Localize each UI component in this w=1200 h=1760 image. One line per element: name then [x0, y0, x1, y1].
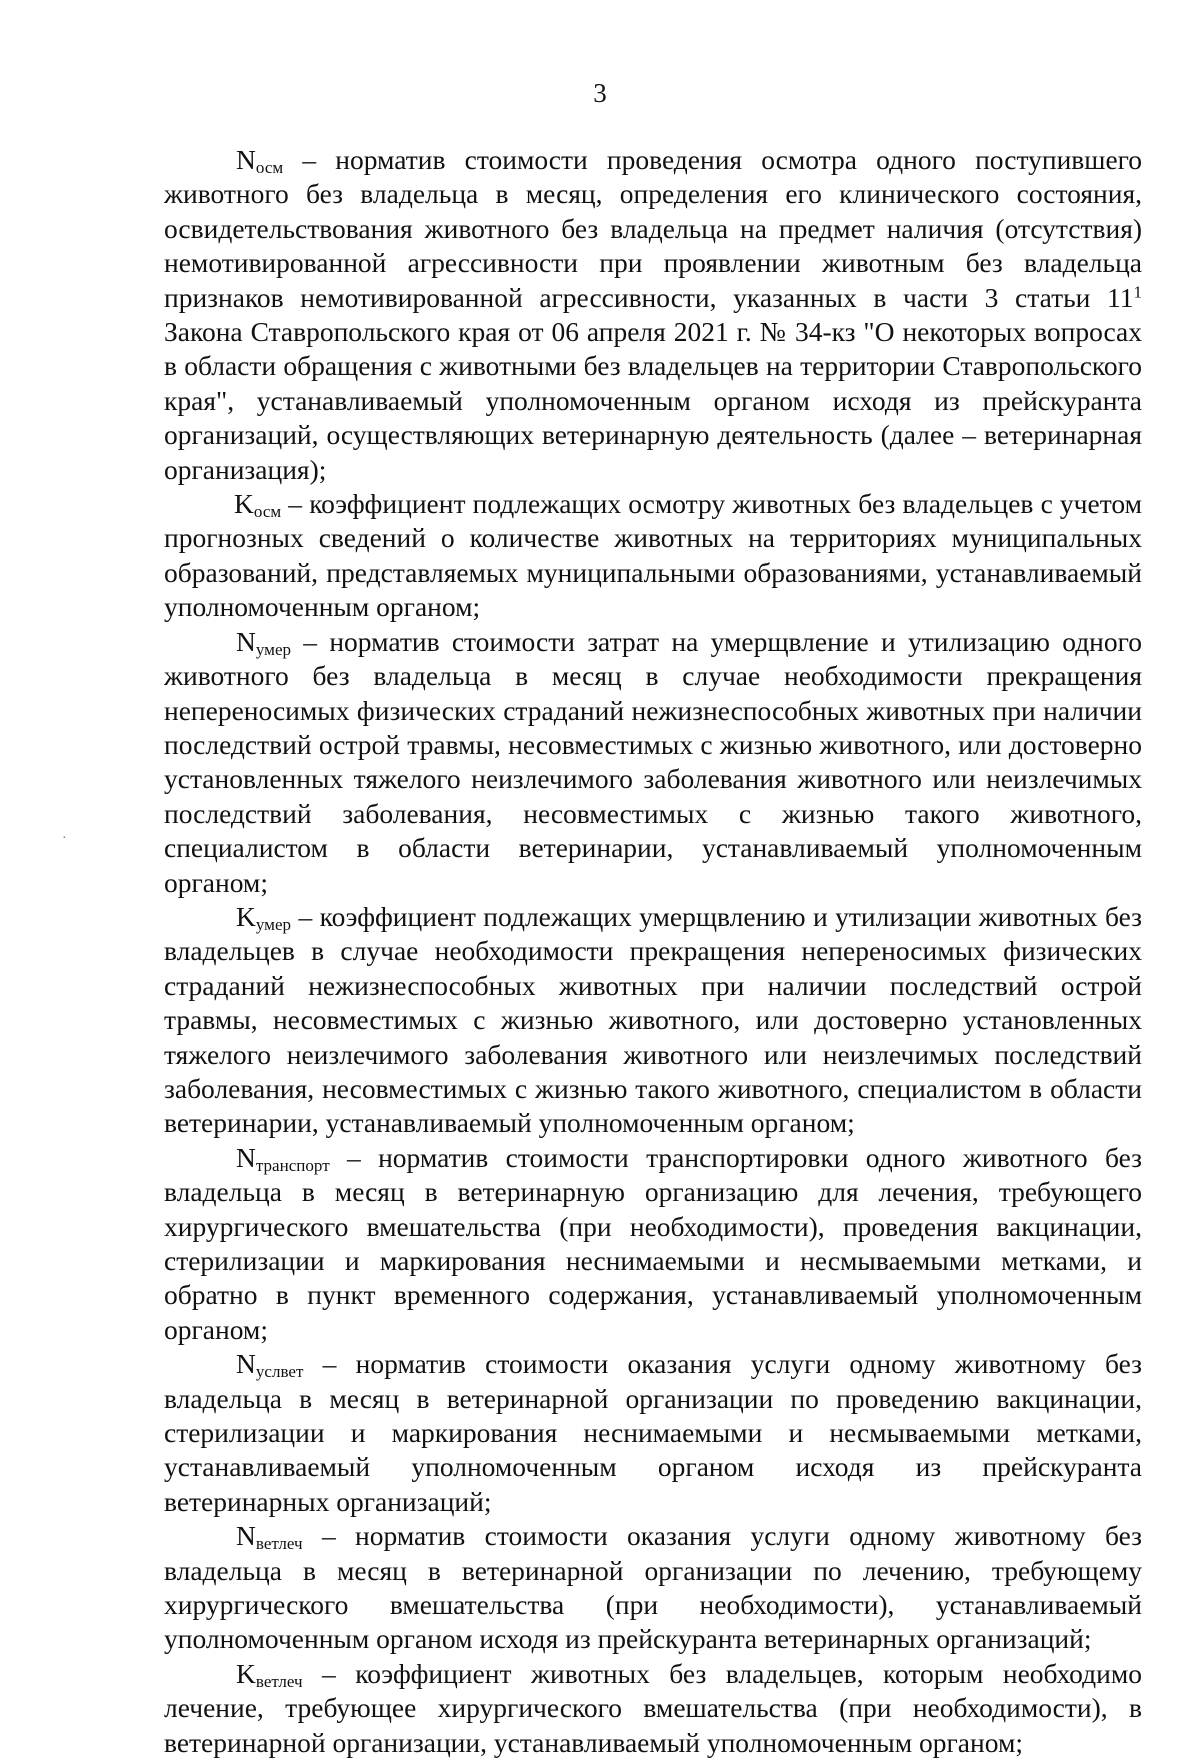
symbol-n-umer [236, 626, 291, 657]
definition-text-continued: Закона Ставропольского края от 06 апреля 2021 г. № 34-кз "О некоторых вопросах в области обращения с животными без владельцев на территории Ставропольского края", устанавливаемый уполномоченным органом исходя из прейскуранта организаций, осуществляющих ветеринарную деятельность (далее – ветеринарная организация); [164, 316, 1142, 485]
symbol-letter: K [234, 488, 254, 520]
definition-n-uslvet [164, 1347, 1142, 1519]
symbol-subscript: осм [255, 157, 284, 177]
symbol-n-uslvet [236, 1348, 303, 1379]
definition-n-osm [164, 143, 1142, 487]
definition-n-vetlech [164, 1519, 1142, 1657]
symbol-letter: N [236, 1520, 256, 1552]
symbol-n-vetlech [236, 1520, 303, 1551]
definition-text: – коэффициент подлежащих умерщвлению и утилизации животных без владельцев в случае необходимости прекращения непереносимых физических страданий нежизнеспособных животных при наличии последствий острой травмы, несовместимых с жизнью животного, или достоверно установленных тяжелого неизлечимого заболевания животного или неизлечимых последствий заболевания, несовместимых с жизнью такого животного, специалистом в области ветеринарии, устанавливаемый уполномоченным органом; [164, 900, 1142, 1139]
definition-text: – коэффициент животных без владельцев, которым необходимо лечение, требующее хирургического вмешательства (при необходимости), в ветеринарной организации, устанавливаемый уполномоченным органом; [164, 1657, 1142, 1758]
symbol-k-vetlech [236, 1658, 303, 1689]
symbol-subscript: услвет [255, 1361, 304, 1381]
symbol-n-osm [236, 144, 283, 175]
definition-text: – норматив стоимости транспортировки одного животного без владельца в месяц в ветеринарную организацию для лечения, требующего хирургического вмешательства (при необходимости), проведения вакцинации, стерилизации и маркирования неснимаемыми и несмываемыми метками, и обратно в пункт временного содержания, устанавливаемый уполномоченным органом; [164, 1141, 1142, 1345]
definition-text: – норматив стоимости затрат на умерщвление и утилизацию одного животного без владельца в месяц в случае необходимости прекращения непереносимых физических страданий нежизнеспособных животных при наличии последствий острой травмы, несовместимых с жизнью животного, или достоверно установленных тяжелого неизлечимого заболевания животного или неизлечимых последствий заболевания, несовместимых с жизнью такого животного, специалистом в области ветеринарии, устанавливаемый уполномоченным органом; [164, 625, 1142, 898]
symbol-k-umer [236, 901, 291, 932]
definition-k-osm [164, 487, 1142, 625]
symbol-subscript: транспорт [255, 1155, 330, 1175]
symbol-letter: K [236, 900, 256, 932]
symbol-subscript: ветлеч [255, 1534, 303, 1553]
symbol-letter: N [236, 144, 256, 175]
symbol-subscript: осм [253, 501, 282, 521]
definition-text: – норматив стоимости проведения осмотра одного поступившего животного без владельца в месяц, определения его клинического состояния, освидетельствования животного без владельца на предмет наличия (отсутствия) немотивированной агрессивности при проявлении животным без владельца признаков немотивированной агрессивности, указанных в части 3 статьи 11 [164, 144, 1142, 313]
footnote-superscript: 1 [1133, 282, 1142, 302]
definition-text: – норматив стоимости оказания услуги одному животному без владельца в месяц в ветеринарной организации по проведению вакцинации, стерилизации и маркирования неснимаемыми и несмываемыми метками, устанавливаемый уполномоченным органом исходя из прейскуранта ветеринарных организаций; [164, 1348, 1142, 1517]
symbol-subscript: ветлеч [255, 1671, 303, 1691]
page-number: 3 [593, 78, 607, 108]
definition-n-transport [164, 1141, 1142, 1347]
symbol-n-transport [236, 1142, 330, 1173]
margin-mark: · [62, 831, 67, 846]
symbol-subscript: умер [255, 639, 292, 659]
symbol-letter: N [236, 1141, 256, 1173]
symbol-letter: N [236, 1348, 256, 1380]
symbol-letter: N [236, 625, 256, 657]
symbol-k-osm [234, 488, 281, 519]
definition-n-umer [164, 625, 1142, 900]
definition-text: – коэффициент подлежащих осмотру животных без владельцев с учетом прогнозных сведений о количестве животных на территориях муниципальных образований, представляемых муниципальными образованиями, устанавливаемый уполномоченным органом; [164, 488, 1142, 623]
definitions-list [164, 143, 1142, 1760]
definition-k-vetlech [164, 1657, 1142, 1760]
symbol-subscript: умер [255, 914, 292, 934]
symbol-letter: K [236, 1657, 256, 1689]
definition-k-umer [164, 900, 1142, 1141]
definition-text: – норматив стоимости оказания услуги одному животному без владельца в месяц в ветеринарной организации по лечению, требующему хирургического вмешательства (при необходимости), устанавливаемый уполномоченным органом исходя из прейскуранта ветеринарных организаций; [164, 1520, 1142, 1655]
